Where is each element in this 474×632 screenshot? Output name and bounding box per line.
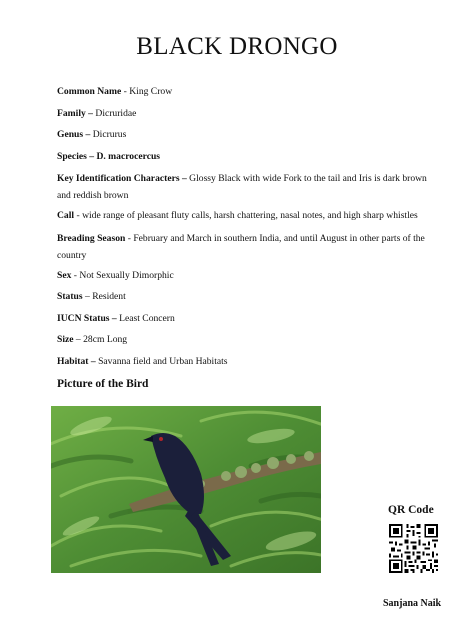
fact-value: 28cm Long — [83, 334, 128, 346]
fact-label: Status — [57, 291, 83, 303]
fact-label: Common Name — [57, 86, 122, 97]
fact-label: Call — [57, 210, 75, 222]
bird-photo — [51, 406, 321, 573]
fact-label: Genus – — [57, 129, 91, 141]
fact-value: wide range of pleasant fluty calls, harsh chattering, nasal notes, and high sharp whistles — [82, 210, 418, 222]
fact-value: Savanna field and Urban Habitats — [98, 355, 228, 367]
fact-separator: - — [74, 210, 83, 222]
qr-code[interactable] — [389, 524, 438, 573]
fact-key-identification — [57, 170, 427, 204]
fact-separator: – — [82, 291, 93, 303]
fact-label: Size — [57, 334, 74, 346]
fact-value: Dicrurus — [92, 129, 127, 141]
fact-genus — [57, 127, 427, 142]
fact-value: February and March in southern India, and until August in other parts of the country — [57, 232, 425, 261]
fact-common-name — [57, 84, 427, 99]
fact-label: Species – D. macrocercus — [57, 150, 161, 162]
fact-status — [57, 289, 427, 304]
fact-value: Glossy Black with wide Fork to the tail and Iris is dark brown and reddish brown — [57, 173, 427, 202]
fact-species — [57, 149, 427, 164]
fact-separator: - — [121, 86, 130, 97]
fact-family — [57, 106, 427, 121]
qr-code-label: QR Code — [388, 504, 434, 516]
fact-value: Least Concern — [119, 312, 175, 324]
fact-value: Not Sexually Dimorphic — [79, 269, 174, 281]
fact-list — [57, 84, 427, 376]
fact-habitat — [57, 354, 427, 369]
document-title: BLACK DRONGO — [136, 33, 338, 60]
fact-value: Dicruridae — [95, 107, 137, 119]
fact-label: Family – — [57, 107, 93, 119]
fact-separator: - — [71, 269, 80, 281]
fact-label: Habitat – — [57, 355, 96, 367]
fact-label: Breading Season — [57, 232, 126, 244]
fact-separator: – — [73, 334, 84, 346]
fact-value: King Crow — [129, 86, 173, 97]
fact-value: Resident — [92, 291, 126, 303]
fact-iucn-status — [57, 311, 427, 326]
fact-separator: - — [125, 232, 134, 244]
fact-label: Key Identification Characters – — [57, 173, 187, 185]
fact-breeding-season — [57, 230, 427, 264]
fact-sex — [57, 268, 427, 283]
fact-label: Sex — [57, 269, 72, 281]
author-name: Sanjana Naik — [383, 598, 442, 609]
fact-call — [57, 208, 427, 223]
fact-label: IUCN Status – — [57, 312, 117, 324]
picture-heading: Picture of the Bird — [57, 378, 149, 390]
fact-size — [57, 332, 427, 347]
